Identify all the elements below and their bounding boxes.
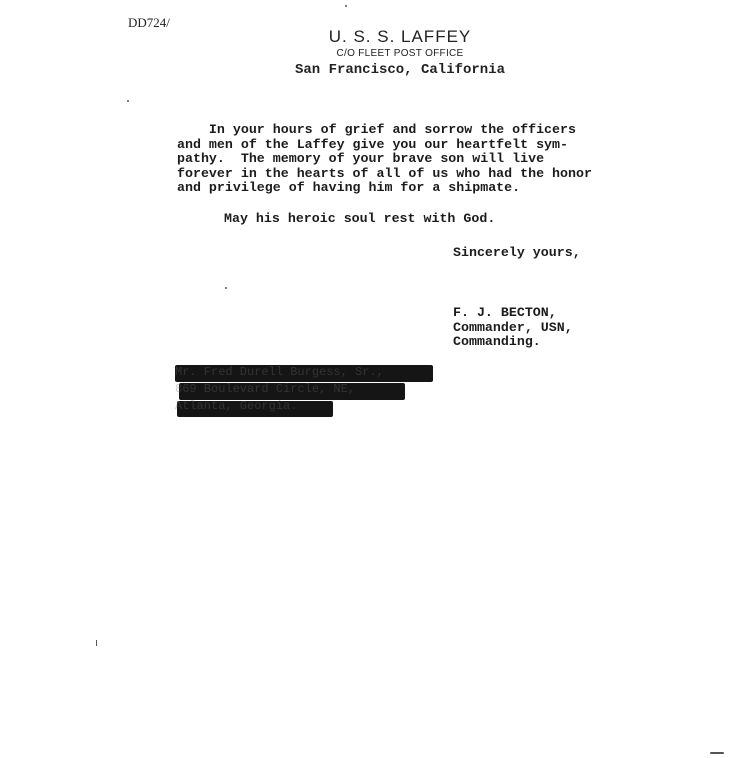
body-line: pathy. The memory of your brave son will live xyxy=(177,151,545,166)
body-line: In your hours of grief and sorrow the officers xyxy=(177,122,576,137)
signature-role: Commanding. xyxy=(453,334,541,349)
letter-body xyxy=(177,123,592,196)
city-line: San Francisco, California xyxy=(294,62,506,78)
paper-speck xyxy=(225,287,227,289)
closing-line: May his heroic soul rest with God. xyxy=(224,211,496,226)
signature-name: F. J. BECTON, xyxy=(453,305,557,320)
fleet-post-office: C/O FLEET POST OFFICE xyxy=(336,48,464,59)
redacted-address-text xyxy=(175,364,437,418)
body-line: forever in the hearts of all of us who had the honor xyxy=(177,165,592,181)
letterhead xyxy=(250,26,550,79)
body-line: and privilege of having him for a shipmate. xyxy=(177,180,521,195)
body-line: and men of the Laffey give you our heartfelt sym- xyxy=(177,136,568,152)
paper-speck xyxy=(96,640,97,646)
redacted-line: Mr. Fred Durell Burgess, Sr., xyxy=(175,365,384,379)
signature-block xyxy=(453,306,573,350)
file-code: DD724/ xyxy=(128,15,170,30)
paper-speck xyxy=(345,5,347,7)
redacted-address-block xyxy=(175,364,437,418)
ship-name: U. S. S. LAFFEY xyxy=(328,27,472,46)
redacted-line: Atlanta, Georgia. xyxy=(175,399,298,413)
salutation: Sincerely yours, xyxy=(453,245,581,260)
paper-speck xyxy=(127,100,129,102)
signature-rank: Commander, USN, xyxy=(453,319,573,335)
redacted-line: 869 Boulevard Circle, NE, xyxy=(175,382,356,396)
paper-speck xyxy=(710,752,724,754)
